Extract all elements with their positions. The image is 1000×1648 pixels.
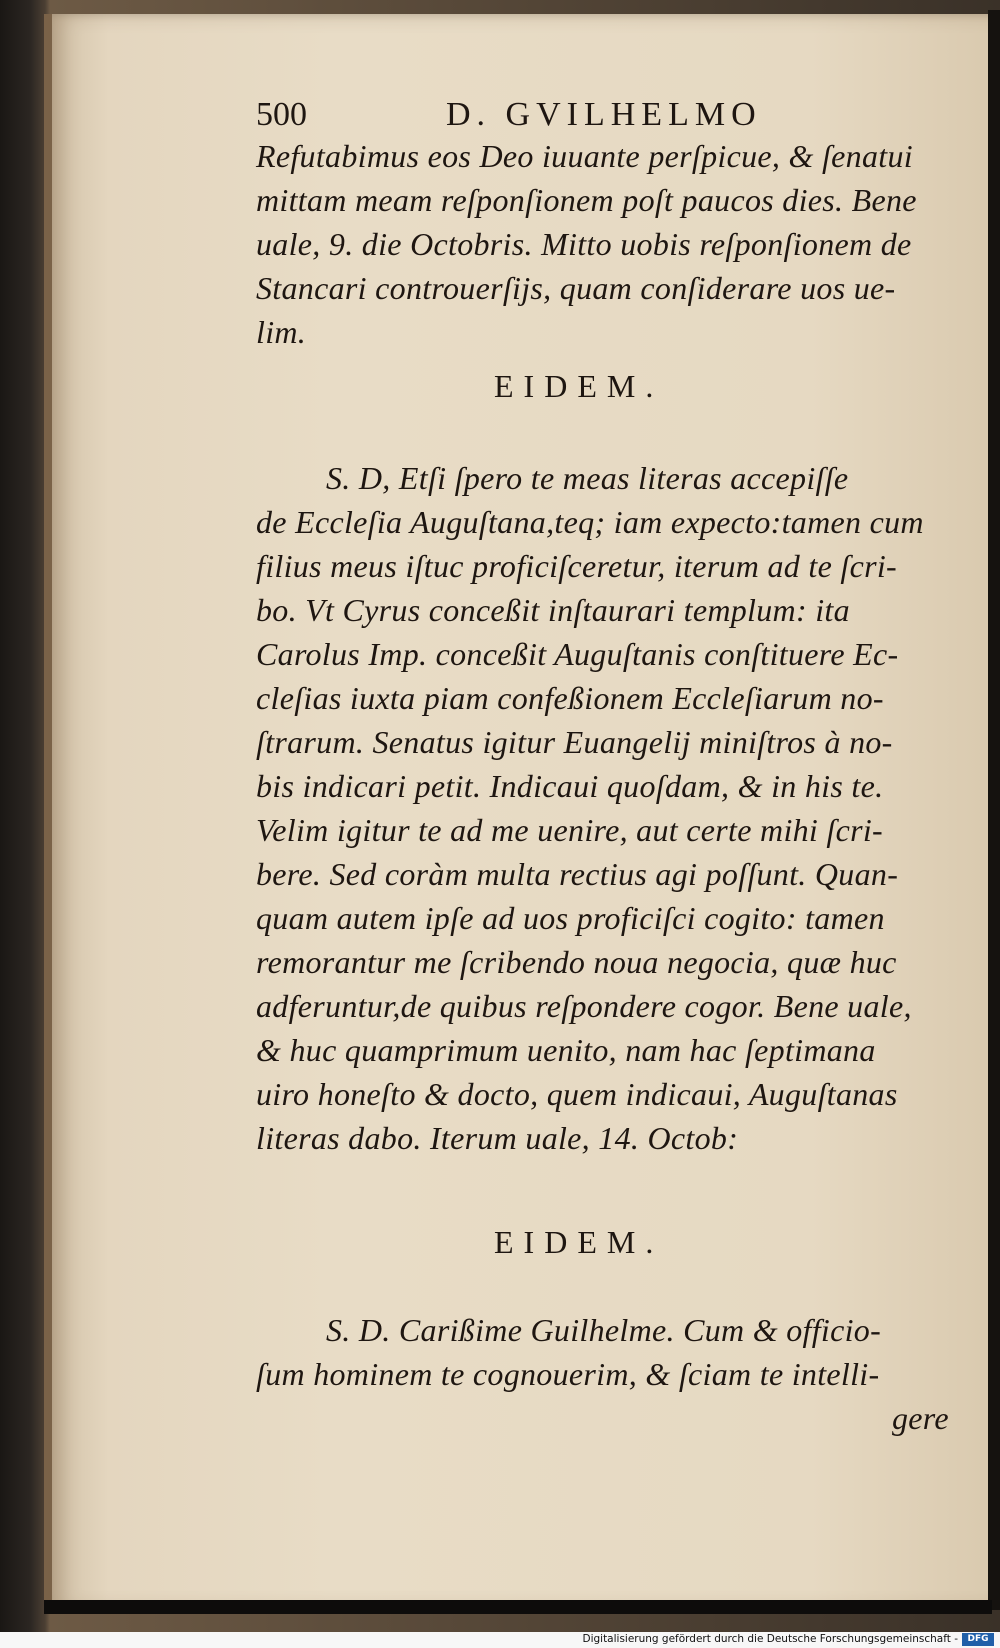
text-line: bis indicari petit. Indicaui quoſdam, & in his te. — [256, 768, 884, 804]
text-line: Velim igitur te ad me uenire, aut certe mihi ſcri- — [256, 812, 884, 848]
text-line: filius meus iſtuc proficiſceretur, iterum ad te ſcri- — [256, 548, 897, 584]
text-line: quam autem ipſe ad uos proficiſci cogito: tamen — [256, 900, 885, 936]
text-line: S. D, Etſi ſpero te meas literas accepiſſe — [326, 460, 849, 496]
text-line: cleſias iuxta piam confeßionem Eccleſiarum no- — [256, 680, 884, 716]
page-edge-right — [988, 10, 1000, 1610]
text-line: bo. Vt Cyrus conceßit inſtaurari templum: ita — [256, 592, 850, 628]
text-line: Carolus Imp. conceßit Auguſtanis conſtituere Ec- — [256, 636, 899, 672]
text-line: uiro honeſto & docto, quem indicaui, Auguſtanas — [256, 1076, 898, 1112]
text-line: Stancari controuerſijs, quam conſiderare uos ue- — [256, 270, 896, 306]
catchword: gere — [892, 1400, 949, 1436]
page-header — [256, 96, 816, 140]
section-heading: EIDEM. — [494, 368, 664, 404]
text-line: bere. Sed coràm multa rectius agi poſſunt. Quan- — [256, 856, 899, 892]
text-line: adferuntur,de quibus reſpondere cogor. Bene uale, — [256, 988, 912, 1024]
running-head: D. GVILHELMO — [446, 96, 762, 133]
text-line: literas dabo. Iterum uale, 14. Octob: — [256, 1120, 739, 1156]
text-line: ſum hominem te cognouerim, & ſciam te intelli- — [256, 1356, 880, 1392]
text-line: uale, 9. die Octobris. Mitto uobis reſponſionem de — [256, 226, 912, 262]
text-line: de Eccleſia Auguſtana,teq; iam expecto:tamen cum — [256, 504, 924, 540]
text-line: ſtrarum. Senatus igitur Euangelij miniſtros à no- — [256, 724, 893, 760]
text-line: & huc quamprimum uenito, nam hac ſeptimana — [256, 1032, 876, 1068]
text-line: mittam meam reſponſionem poſt paucos dies. Bene — [256, 182, 917, 218]
footer-credit: Digitalisierung gefördert durch die Deutsche Forschungsgemeinschaft - — [582, 1633, 958, 1645]
section-heading: EIDEM. — [494, 1224, 664, 1260]
text-line: Refutabimus eos Deo iuuante perſpicue, & ſenatui — [256, 138, 913, 174]
text-line: S. D. Carißime Guilhelme. Cum & officio- — [326, 1312, 882, 1348]
page-edge-bottom — [44, 1600, 992, 1614]
text-line: lim. — [256, 314, 307, 350]
dfg-logo: DFG — [962, 1633, 994, 1646]
folio-number: 500 — [256, 96, 307, 133]
text-line: remorantur me ſcribendo noua negocia, quæ huc — [256, 944, 897, 980]
